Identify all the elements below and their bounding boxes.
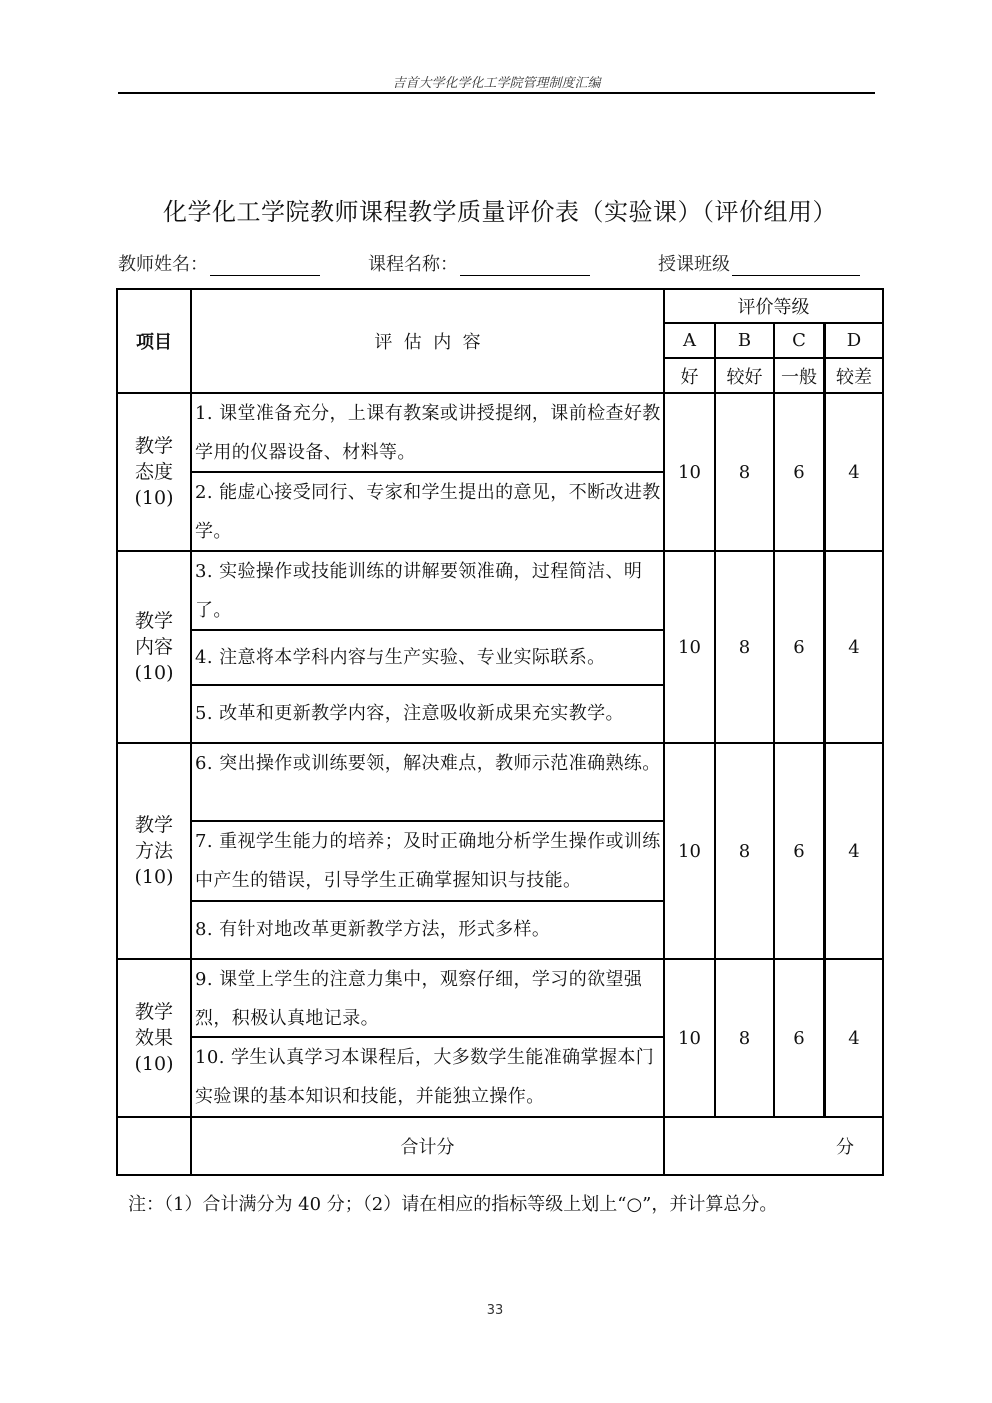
category-points: (10) bbox=[134, 1053, 174, 1075]
score-a[interactable]: 10 bbox=[678, 1027, 701, 1049]
category-label: 方法 bbox=[134, 840, 173, 862]
header-item: 项目 bbox=[136, 332, 172, 353]
criterion-6: 6. 突出操作或训练要领，解决难点，教师示范准确熟练。 bbox=[195, 753, 661, 774]
score-b[interactable]: 8 bbox=[738, 1027, 751, 1049]
category-label: 内容 bbox=[134, 636, 173, 658]
score-d[interactable]: 4 bbox=[848, 636, 860, 658]
grade-label-d: 较差 bbox=[836, 366, 872, 388]
total-label: 合计分 bbox=[400, 1137, 455, 1158]
grade-letter-d: D bbox=[846, 330, 862, 351]
class-field bbox=[658, 250, 860, 276]
class-input[interactable] bbox=[732, 255, 860, 276]
criterion-1: 1. 课堂准备充分，上课有教案或讲授提纲，课前检查好教学用的仪器设备、材料等。 bbox=[195, 403, 661, 463]
score-b[interactable]: 8 bbox=[738, 461, 751, 483]
score-b[interactable]: 8 bbox=[738, 636, 751, 658]
total-item-cell bbox=[118, 1118, 190, 1174]
criterion-7: 7. 重视学生能力的培养；及时正确地分析学生操作或训练中产生的错误，引导学生正确掌握知识与技能。 bbox=[195, 831, 661, 891]
score-d[interactable]: 4 bbox=[848, 840, 860, 862]
criterion-2: 2. 能虚心接受同行、专家和学生提出的意见，不断改进教学。 bbox=[195, 482, 661, 542]
score-c[interactable]: 6 bbox=[793, 636, 805, 658]
category-label: 教学 bbox=[134, 1001, 173, 1023]
total-score-input[interactable] bbox=[665, 1118, 825, 1174]
category-points: (10) bbox=[134, 662, 174, 684]
header-rule bbox=[118, 92, 875, 94]
criterion-9: 9. 课堂上学生的注意力集中，观察仔细，学习的欲望强烈，积极认真地记录。 bbox=[195, 969, 643, 1029]
grade-letter-c: C bbox=[792, 330, 806, 351]
category-teaching-content bbox=[118, 552, 190, 742]
category-points: (10) bbox=[134, 866, 174, 888]
class-label: 授课班级 bbox=[658, 254, 730, 275]
running-header: 吉首大学化学化工学院管理制度汇编 bbox=[392, 76, 601, 91]
total-unit: 分 bbox=[836, 1137, 854, 1158]
page-title: 化学化工学院教师课程教学质量评价表（实验课）（评价组用） bbox=[163, 198, 837, 226]
course-name-input[interactable] bbox=[460, 255, 590, 276]
header-grade-group: 评价等级 bbox=[737, 297, 810, 318]
grade-label-c: 一般 bbox=[781, 366, 817, 388]
category-label: 教学 bbox=[134, 435, 173, 457]
criterion-10: 10. 学生认真学习本课程后，大多数学生能准确掌握本门实验课的基本知识和技能，并能独立操作。 bbox=[195, 1047, 655, 1107]
grade-letter-b: B bbox=[737, 330, 752, 351]
table-border-bottom bbox=[116, 1174, 884, 1176]
teacher-name-input[interactable] bbox=[210, 255, 320, 276]
criterion-8: 8. 有针对地改革更新教学方法，形式多样。 bbox=[195, 919, 551, 940]
score-a[interactable]: 10 bbox=[678, 461, 701, 483]
criterion-5: 5. 改革和更新教学内容，注意吸收新成果充实教学。 bbox=[195, 703, 624, 724]
score-c[interactable]: 6 bbox=[793, 1027, 805, 1049]
score-c[interactable]: 6 bbox=[793, 840, 805, 862]
score-a[interactable]: 10 bbox=[678, 636, 701, 658]
score-d[interactable]: 4 bbox=[848, 1027, 860, 1049]
category-teaching-method bbox=[118, 744, 190, 958]
category-label: 教学 bbox=[134, 814, 173, 836]
criterion-4: 4. 注意将本学科内容与生产实验、专业实际联系。 bbox=[195, 647, 606, 668]
table-border-right bbox=[882, 288, 884, 1176]
grade-label-a: 好 bbox=[680, 366, 699, 388]
category-label: 效果 bbox=[134, 1027, 173, 1049]
score-a[interactable]: 10 bbox=[678, 840, 701, 862]
score-c[interactable]: 6 bbox=[793, 461, 805, 483]
score-b[interactable]: 8 bbox=[738, 840, 751, 862]
teacher-name-label: 教师姓名： bbox=[118, 254, 208, 275]
grade-letter-a: A bbox=[683, 330, 696, 351]
page-number: 33 bbox=[486, 1303, 504, 1318]
category-teaching-effect bbox=[118, 960, 190, 1116]
category-label: 教学 bbox=[134, 610, 173, 632]
grade-label-b: 较好 bbox=[726, 366, 763, 388]
course-name-label: 课程名称： bbox=[368, 254, 458, 275]
category-label: 态度 bbox=[134, 461, 173, 483]
header-content: 评 估 内 容 bbox=[374, 332, 481, 353]
category-teaching-attitude bbox=[118, 394, 190, 550]
teacher-name-field bbox=[118, 250, 320, 276]
course-name-field bbox=[368, 250, 590, 276]
footnote: 注：（1）合计满分为 40 分；（2）请在相应的指标等级上划上“○”，并计算总分。 bbox=[128, 1194, 778, 1215]
score-d[interactable]: 4 bbox=[848, 461, 860, 483]
criterion-3: 3. 实验操作或技能训练的讲解要领准确，过程简洁、明了。 bbox=[195, 561, 643, 621]
category-points: (10) bbox=[134, 487, 174, 509]
